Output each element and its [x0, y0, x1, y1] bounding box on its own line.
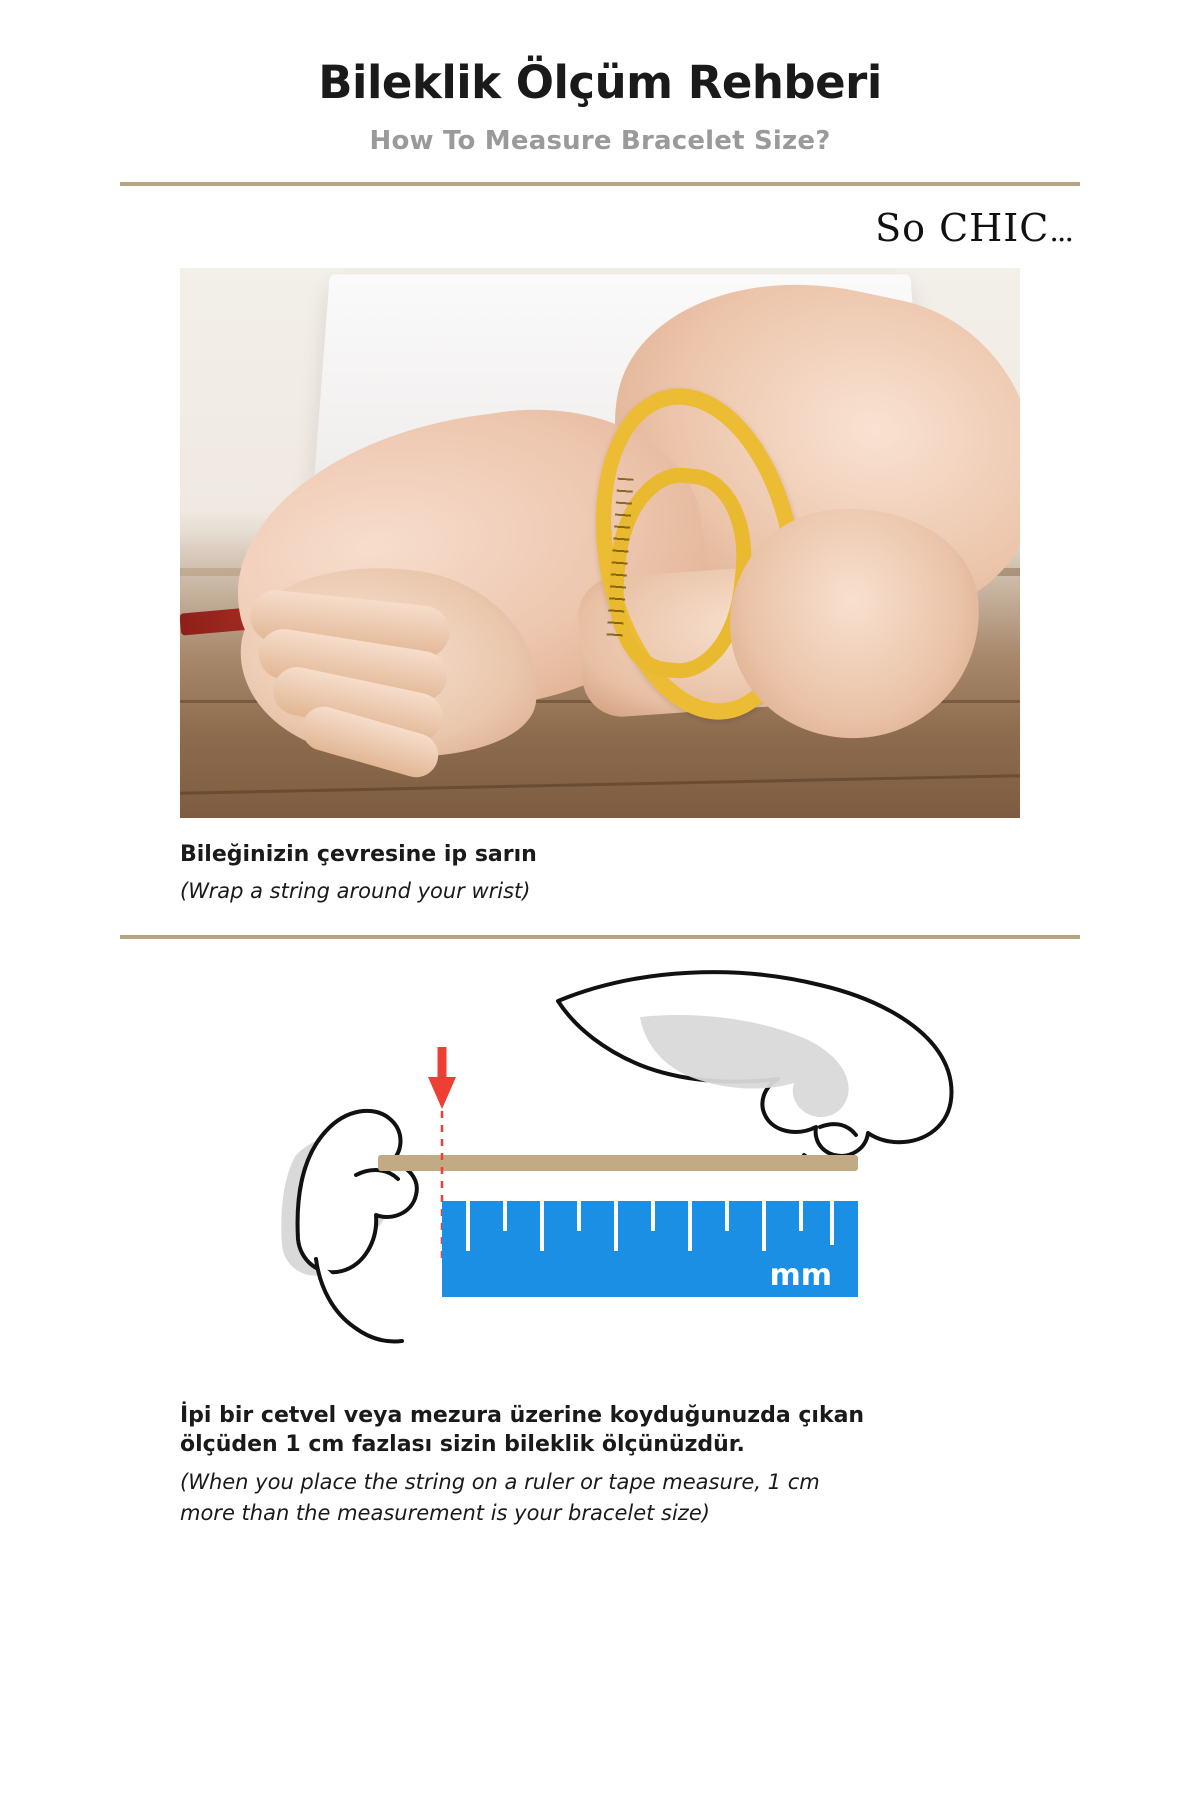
- page-subtitle: How To Measure Bracelet Size?: [369, 125, 831, 156]
- step2-caption: [180, 1401, 1020, 1529]
- step1-caption-tr: Bileğinizin çevresine ip sarın: [180, 841, 537, 867]
- step2-caption-tr-line1: İpi bir cetvel veya mezura üzerine koyduğunuzda çıkan: [180, 1402, 865, 1428]
- step2-caption-en-line1: (When you place the string on a ruler or tape measure, 1 cm: [180, 1469, 820, 1494]
- brand-name: So CHIC: [875, 205, 1050, 250]
- brand-logo: [875, 206, 1072, 250]
- step2-image-wrap: [120, 959, 1080, 1379]
- divider-top: [120, 182, 1080, 186]
- step1-image-wrap: [180, 268, 1020, 818]
- wrist-tape-measure-photo: [180, 268, 1020, 818]
- brand-dots: ...: [1049, 213, 1072, 249]
- step1-caption-en: (Wrap a string around your wrist): [180, 879, 531, 904]
- string-on-ruler-illustration: [120, 959, 1080, 1379]
- brand-row: [120, 206, 1080, 250]
- page-title: Bileklik Ölçüm Rehberi: [318, 56, 882, 109]
- left-hand-drawing: [298, 1110, 417, 1341]
- ruler-unit-label: mm: [769, 1257, 832, 1293]
- divider-middle: [120, 935, 1080, 939]
- step2-caption-en-line2: more than the measurement is your bracelet size): [180, 1501, 710, 1526]
- step1-caption: [180, 840, 1020, 907]
- measuring-string: [378, 1155, 858, 1171]
- page-header: [0, 0, 1200, 250]
- ruler: [442, 1201, 858, 1297]
- red-arrow-icon: [428, 1047, 456, 1109]
- step2-caption-tr-line2: ölçüden 1 cm fazlası sizin bileklik ölçünüzdür.: [180, 1432, 745, 1458]
